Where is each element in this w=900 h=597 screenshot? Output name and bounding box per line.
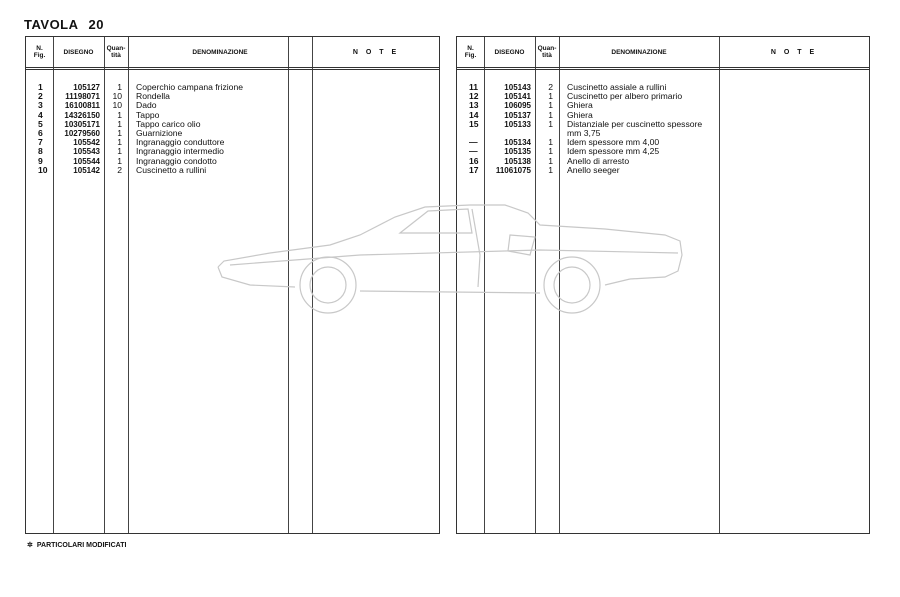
table-row — [457, 147, 869, 156]
table-row — [26, 83, 439, 92]
row-quantity: 1 — [548, 100, 553, 111]
row-fig-number: 16 — [469, 155, 479, 166]
row-description: Distanziale per cuscinetto spessore — [567, 118, 703, 129]
row-description: Ingranaggio condotto — [136, 155, 217, 166]
header-rule — [26, 67, 439, 68]
row-fig-number: — — [469, 137, 478, 148]
car-door-line — [472, 209, 480, 287]
car-silhouette-watermark — [210, 195, 700, 325]
row-drawing-number: 11061075 — [495, 165, 531, 175]
row-description: Cuscinetto a rullini — [136, 164, 207, 175]
row-quantity: 1 — [548, 109, 553, 120]
row-fig-number: 15 — [469, 118, 479, 129]
row-fig-number: 4 — [38, 109, 43, 120]
row-drawing-number: 105543 — [73, 147, 100, 157]
rows-right — [457, 83, 869, 175]
row-drawing-number: 16100811 — [64, 101, 100, 111]
header-denominazione: DENOMINAZIONE — [611, 48, 667, 56]
row-drawing-number: 11198071 — [65, 92, 100, 102]
rows-left — [26, 83, 439, 175]
row-fig-number: 10 — [38, 164, 48, 175]
row-description: Guarnizione — [136, 127, 183, 138]
asterisk-icon: ✲ — [27, 542, 33, 549]
footer-note — [27, 541, 126, 549]
car-body-outline — [218, 205, 682, 293]
header-disegno: DISEGNO — [63, 48, 94, 56]
header-note: N O T E — [770, 48, 818, 56]
row-description: Anello di arresto — [567, 155, 630, 166]
row-description: Ingranaggio intermedio — [136, 146, 224, 157]
table-row — [26, 120, 439, 129]
table-row — [457, 92, 869, 101]
header-rule — [26, 69, 439, 70]
title-number: 20 — [88, 17, 104, 32]
row-quantity: 1 — [548, 137, 553, 148]
row-drawing-number: 105137 — [504, 110, 531, 120]
table-row — [457, 101, 869, 110]
row-description: Ghiera — [567, 109, 593, 120]
row-quantity: 1 — [548, 91, 553, 102]
row-quantity: 1 — [117, 127, 122, 138]
row-drawing-number: 14326150 — [64, 110, 100, 120]
row-fig-number: 8 — [38, 146, 43, 157]
row-fig-number: — — [469, 146, 478, 157]
row-description: Cuscinetto assiale a rullini — [567, 82, 667, 92]
header-rule — [457, 69, 869, 70]
row-drawing-number: 105133 — [504, 119, 531, 129]
row-fig-number: 9 — [38, 155, 43, 166]
table-row — [26, 129, 439, 138]
car-window-outline — [400, 209, 472, 233]
table-row — [26, 138, 439, 147]
row-quantity: 1 — [117, 146, 122, 157]
row-quantity: 10 — [112, 91, 122, 102]
row-drawing-number: 106095 — [504, 101, 531, 111]
row-quantity: 1 — [548, 146, 553, 157]
front-wheel-rim — [310, 267, 346, 303]
title-label: TAVOLA — [24, 17, 79, 32]
row-drawing-number: 10279560 — [64, 128, 100, 138]
page-title — [24, 17, 104, 32]
table-row — [457, 120, 869, 129]
row-quantity: 1 — [117, 155, 122, 166]
header-quantita: Quan- tità — [537, 45, 557, 59]
row-description: Ingranaggio conduttore — [136, 137, 225, 148]
row-fig-number: 12 — [469, 91, 479, 102]
car-belt-line — [230, 250, 678, 265]
rear-wheel — [544, 257, 600, 313]
header-rule — [457, 67, 869, 68]
row-drawing-number: 105127 — [73, 83, 100, 92]
row-fig-number: 14 — [469, 109, 479, 120]
table-row — [26, 157, 439, 166]
row-drawing-number: 105134 — [504, 138, 531, 148]
row-quantity: 1 — [548, 155, 553, 166]
table-row — [457, 138, 869, 147]
row-description: Idem spessore mm 4,00 — [567, 137, 660, 148]
table-row — [26, 101, 439, 110]
header-note: N O T E — [352, 48, 400, 56]
row-description: Rondella — [136, 91, 170, 102]
row-fig-number: 11 — [469, 82, 479, 92]
row-drawing-number: 105542 — [73, 138, 100, 148]
row-quantity: 2 — [548, 82, 553, 92]
row-drawing-number: 105143 — [504, 83, 531, 92]
table-row — [457, 157, 869, 166]
row-drawing-number: 105138 — [504, 156, 531, 166]
row-quantity: 1 — [548, 118, 553, 129]
row-quantity: 1 — [117, 137, 122, 148]
row-description: Ghiera — [567, 100, 593, 111]
row-quantity: 1 — [117, 109, 122, 120]
row-description: Dado — [136, 100, 157, 111]
table-row — [26, 92, 439, 101]
row-description: Tappo — [136, 109, 160, 120]
row-drawing-number: 10305171 — [64, 119, 100, 129]
row-drawing-number: 105135 — [504, 147, 531, 157]
row-description: Tappo carico olio — [136, 118, 201, 129]
row-quantity: 10 — [112, 100, 122, 111]
row-description: Anello seeger — [567, 164, 620, 175]
row-quantity: 1 — [117, 118, 122, 129]
header-fig: N. Fig. — [464, 45, 477, 59]
row-description: mm 3,75 — [567, 127, 601, 138]
footer-text: PARTICOLARI MODIFICATI — [36, 542, 127, 549]
row-quantity: 2 — [117, 164, 122, 175]
row-description: Coperchio campana frizione — [136, 82, 244, 92]
row-drawing-number: 105142 — [73, 165, 100, 175]
table-row — [26, 166, 439, 175]
table-row — [26, 111, 439, 120]
row-fig-number: 7 — [38, 137, 43, 148]
row-fig-number: 5 — [38, 118, 43, 129]
header-fig: N. Fig. — [33, 45, 46, 59]
table-row — [26, 147, 439, 156]
row-description: Cuscinetto per albero primario — [567, 91, 683, 102]
row-fig-number: 6 — [38, 127, 43, 138]
row-fig-number: 13 — [469, 100, 479, 111]
header-denominazione: DENOMINAZIONE — [192, 48, 248, 56]
rear-wheel-rim — [554, 267, 590, 303]
row-drawing-number: 105141 — [504, 92, 531, 102]
row-quantity: 1 — [548, 164, 553, 175]
header-disegno: DISEGNO — [494, 48, 525, 56]
header-quantita: Quan- tità — [106, 45, 126, 59]
table-row — [457, 166, 869, 175]
row-quantity: 1 — [117, 82, 122, 92]
row-fig-number: 3 — [38, 100, 43, 111]
row-fig-number: 17 — [469, 164, 479, 175]
row-drawing-number: 105544 — [73, 156, 100, 166]
row-description: Idem spessore mm 4,25 — [567, 146, 660, 157]
table-row — [457, 129, 869, 138]
row-fig-number: 1 — [38, 82, 43, 92]
row-fig-number: 2 — [38, 91, 43, 102]
car-side-intake — [508, 235, 535, 255]
front-wheel — [300, 257, 356, 313]
